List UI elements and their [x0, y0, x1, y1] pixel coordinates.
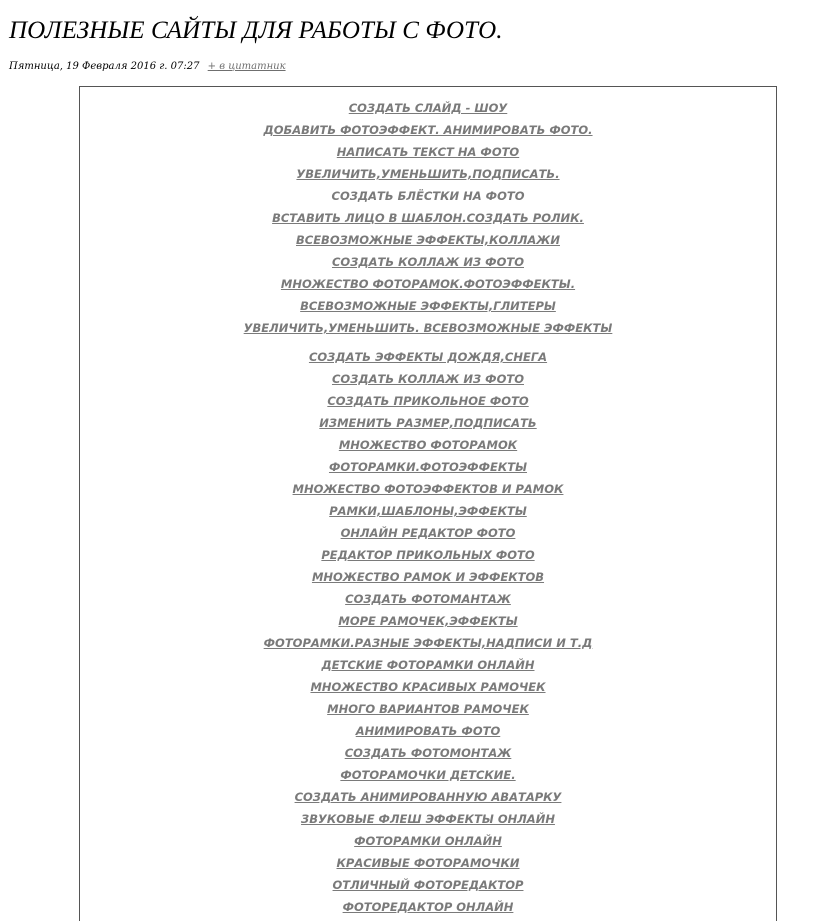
photo-site-link[interactable]: МНОГО ВАРИАНТОВ РАМОЧЕК — [327, 702, 529, 716]
link-item — [80, 609, 776, 631]
photo-site-link[interactable]: АНИМИРОВАТЬ ФОТО — [355, 724, 501, 738]
photo-site-link[interactable]: МОРЕ РАМОЧЕК,ЭФФЕКТЫ — [338, 614, 518, 628]
links-box — [79, 86, 777, 921]
link-item — [80, 763, 776, 785]
photo-site-link[interactable]: ОТЛИЧНЫЙ ФОТОРЕДАКТОР — [332, 878, 524, 892]
photo-site-link[interactable]: ЗВУКОВЫЕ ФЛЕШ ЭФФЕКТЫ ОНЛАЙН — [301, 812, 555, 826]
photo-site-link[interactable]: УВЕЛИЧИТЬ,УМЕНЬШИТЬ. ВСЕВОЗМОЖНЫЕ ЭФФЕКТЫ — [243, 321, 613, 335]
link-item — [80, 697, 776, 719]
photo-site-link[interactable]: ФОТОРАМКИ.ФОТОЭФФЕКТЫ — [328, 460, 528, 474]
photo-site-link[interactable]: СОЗДАТЬ АНИМИРОВАННУЮ АВАТАРКУ — [294, 790, 562, 804]
photo-site-link[interactable]: МНОЖЕСТВО ФОТОЭФФЕКТОВ И РАМОК — [292, 482, 564, 496]
link-item — [80, 433, 776, 455]
photo-site-link[interactable]: ВСЕВОЗМОЖНЫЕ ЭФФЕКТЫ,ГЛИТЕРЫ — [300, 299, 556, 313]
link-item — [80, 294, 776, 316]
link-item — [80, 873, 776, 895]
link-item — [80, 118, 776, 140]
link-item — [80, 895, 776, 917]
photo-site-link[interactable]: ФОТОРАМОЧКИ ДЕТСКИЕ. — [340, 768, 516, 782]
link-item — [80, 162, 776, 184]
link-item — [80, 206, 776, 228]
link-item — [80, 140, 776, 162]
add-to-quotes-link[interactable]: + в цитатник — [207, 61, 286, 72]
link-item — [80, 675, 776, 697]
photo-site-link[interactable]: ИЗМЕНИТЬ РАЗМЕР,ПОДПИСАТЬ — [319, 416, 537, 430]
link-item — [80, 228, 776, 250]
link-item — [80, 785, 776, 807]
photo-site-link[interactable]: КРАСИВЫЕ ФОТОРАМОЧКИ — [336, 856, 520, 870]
post-date: Пятница, 19 Февраля 2016 г. 07:27 — [9, 61, 200, 72]
photo-site-link[interactable]: НАПИСАТЬ ТЕКСТ НА ФОТО — [336, 145, 520, 159]
photo-site-link[interactable]: МНОЖЕСТВО РАМОК И ЭФФЕКТОВ — [311, 570, 545, 584]
link-item — [80, 250, 776, 272]
photo-site-link[interactable]: ДЕТСКИЕ ФОТОРАМКИ ОНЛАЙН — [321, 658, 535, 672]
photo-site-link[interactable]: СОЗДАТЬ КОЛЛАЖ ИЗ ФОТО — [331, 255, 524, 269]
link-item — [80, 367, 776, 389]
link-item — [80, 411, 776, 433]
photo-site-link[interactable]: ФОТОРАМКИ.РАЗНЫЕ ЭФФЕКТЫ,НАДПИСИ И Т.Д — [263, 636, 593, 650]
link-item — [80, 741, 776, 763]
photo-site-link[interactable]: ФОТОРАМКИ ОНЛАЙН — [354, 834, 502, 848]
photo-site-link[interactable]: СОЗДАТЬ БЛЁСТКИ НА ФОТО — [331, 189, 525, 203]
link-item — [80, 272, 776, 294]
photo-site-link[interactable]: ВСЕВОЗМОЖНЫЕ ЭФФЕКТЫ,КОЛЛАЖИ — [296, 233, 560, 247]
post-title: ПОЛЕЗНЫЕ САЙТЫ ДЛЯ РАБОТЫ С ФОТО. — [9, 17, 503, 44]
link-item — [80, 829, 776, 851]
link-item — [80, 807, 776, 829]
photo-site-link[interactable]: СОЗДАТЬ ФОТОМАНТАЖ — [345, 592, 511, 606]
link-item — [80, 96, 776, 118]
link-item — [80, 587, 776, 609]
photo-site-link[interactable]: СОЗДАТЬ КОЛЛАЖ ИЗ ФОТО — [331, 372, 524, 386]
photo-site-link[interactable]: ВСТАВИТЬ ЛИЦО В ШАБЛОН.СОЗДАТЬ РОЛИК. — [272, 211, 584, 225]
link-item — [80, 631, 776, 653]
photo-site-link[interactable]: ДОБАВИТЬ ФОТОЭФФЕКТ. АНИМИРОВАТЬ ФОТО. — [263, 123, 593, 137]
photo-site-link[interactable]: РЕДАКТОР ПРИКОЛЬНЫХ ФОТО — [321, 548, 535, 562]
photo-site-link[interactable]: СОЗДАТЬ ПРИКОЛЬНОЕ ФОТО — [327, 394, 529, 408]
link-item — [80, 316, 776, 338]
post-meta — [9, 60, 286, 74]
link-item — [80, 477, 776, 499]
photo-site-link[interactable]: СОЗДАТЬ ФОТОМОНТАЖ — [344, 746, 512, 760]
link-item — [80, 543, 776, 565]
link-item — [80, 184, 776, 206]
photo-site-link[interactable]: МНОЖЕСТВО КРАСИВЫХ РАМОЧЕК — [310, 680, 546, 694]
link-item — [80, 389, 776, 411]
photo-site-link[interactable]: ФОТОРЕДАКТОР ОНЛАЙН — [342, 900, 514, 914]
photo-site-link[interactable]: СОЗДАТЬ СЛАЙД - ШОУ — [348, 101, 508, 115]
photo-site-link[interactable]: МНОЖЕСТВО ФОТОРАМОК — [338, 438, 518, 452]
link-item — [80, 851, 776, 873]
link-item — [80, 455, 776, 477]
link-item — [80, 719, 776, 741]
link-item — [80, 653, 776, 675]
link-item — [80, 565, 776, 587]
photo-site-link[interactable]: СОЗДАТЬ ЭФФЕКТЫ ДОЖДЯ,СНЕГА — [308, 350, 548, 364]
link-item — [80, 521, 776, 543]
photo-site-link[interactable]: МНОЖЕСТВО ФОТОРАМОК.ФОТОЭФФЕКТЫ. — [280, 277, 576, 291]
photo-site-link[interactable]: УВЕЛИЧИТЬ,УМЕНЬШИТЬ,ПОДПИСАТЬ. — [296, 167, 560, 181]
link-item — [80, 345, 776, 367]
link-item — [80, 499, 776, 521]
photo-site-link[interactable]: РАМКИ,ШАБЛОНЫ,ЭФФЕКТЫ — [329, 504, 527, 518]
photo-site-link[interactable]: ОНЛАЙН РЕДАКТОР ФОТО — [340, 526, 516, 540]
